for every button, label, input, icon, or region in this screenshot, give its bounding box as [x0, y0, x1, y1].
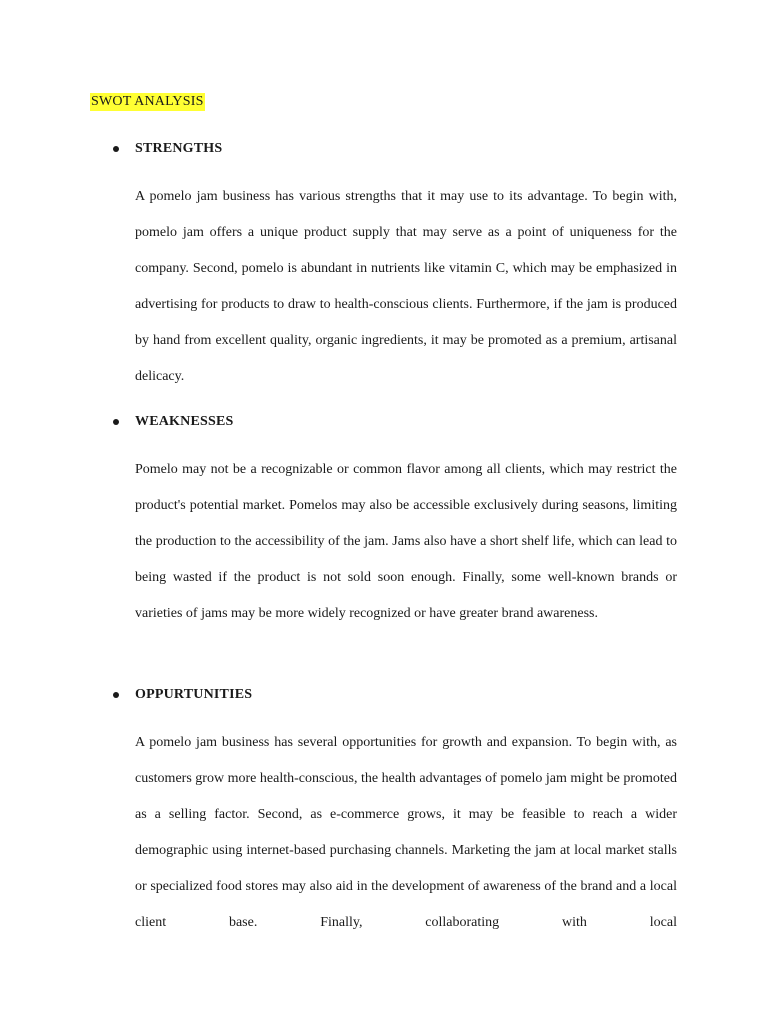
section-paragraph-opportunities: A pomelo jam business has several opportunities for growth and expansion. To begin with, as customers grow more health-conscious, the health advantages of pomelo jam might be promoted as a selling factor. Second, as e-commerce grows, it may be feasible to reach a wider demographic using internet-based purchasing channels. Marketing the jam at local market stalls or specialized food stores may also aid in the development of awareness of the brand and a local client base. Finally, collaborating with local — [135, 735, 677, 930]
bullet-icon — [113, 692, 119, 698]
document-title: SWOT ANALYSIS — [91, 94, 204, 109]
section-heading-strengths — [113, 139, 222, 159]
bullet-icon — [113, 419, 119, 425]
section-heading-text: OPPURTUNITIES — [135, 687, 253, 702]
section-heading-text: WEAKNESSES — [135, 414, 234, 429]
section-paragraph-weaknesses: Pomelo may not be a recognizable or common flavor among all clients, which may restrict the product's potential market. Pomelos may also be accessible exclusively during seasons, limiting the production to the accessibility of the jam. Jams also have a short shelf life, which can lead to being wasted if the product is not sold soon enough. Finally, some well-known brands or varieties of jams may be more widely recognized or have greater brand awareness. — [135, 462, 677, 621]
section-heading-text: STRENGTHS — [135, 141, 223, 156]
section-heading-weaknesses — [113, 412, 233, 432]
section-heading-opportunities — [113, 685, 252, 705]
section-paragraph-strengths: A pomelo jam business has various strengths that it may use to its advantage. To begin with, pomelo jam offers a unique product supply that may serve as a point of uniqueness for the company. Second, pomelo is abundant in nutrients like vitamin C, which may be emphasized in advertising for products to draw to health-conscious clients. Furthermore, if the jam is produced by hand from excellent quality, organic ingredients, it may be promoted as a premium, artisanal delicacy. — [135, 189, 677, 384]
bullet-icon — [113, 146, 119, 152]
